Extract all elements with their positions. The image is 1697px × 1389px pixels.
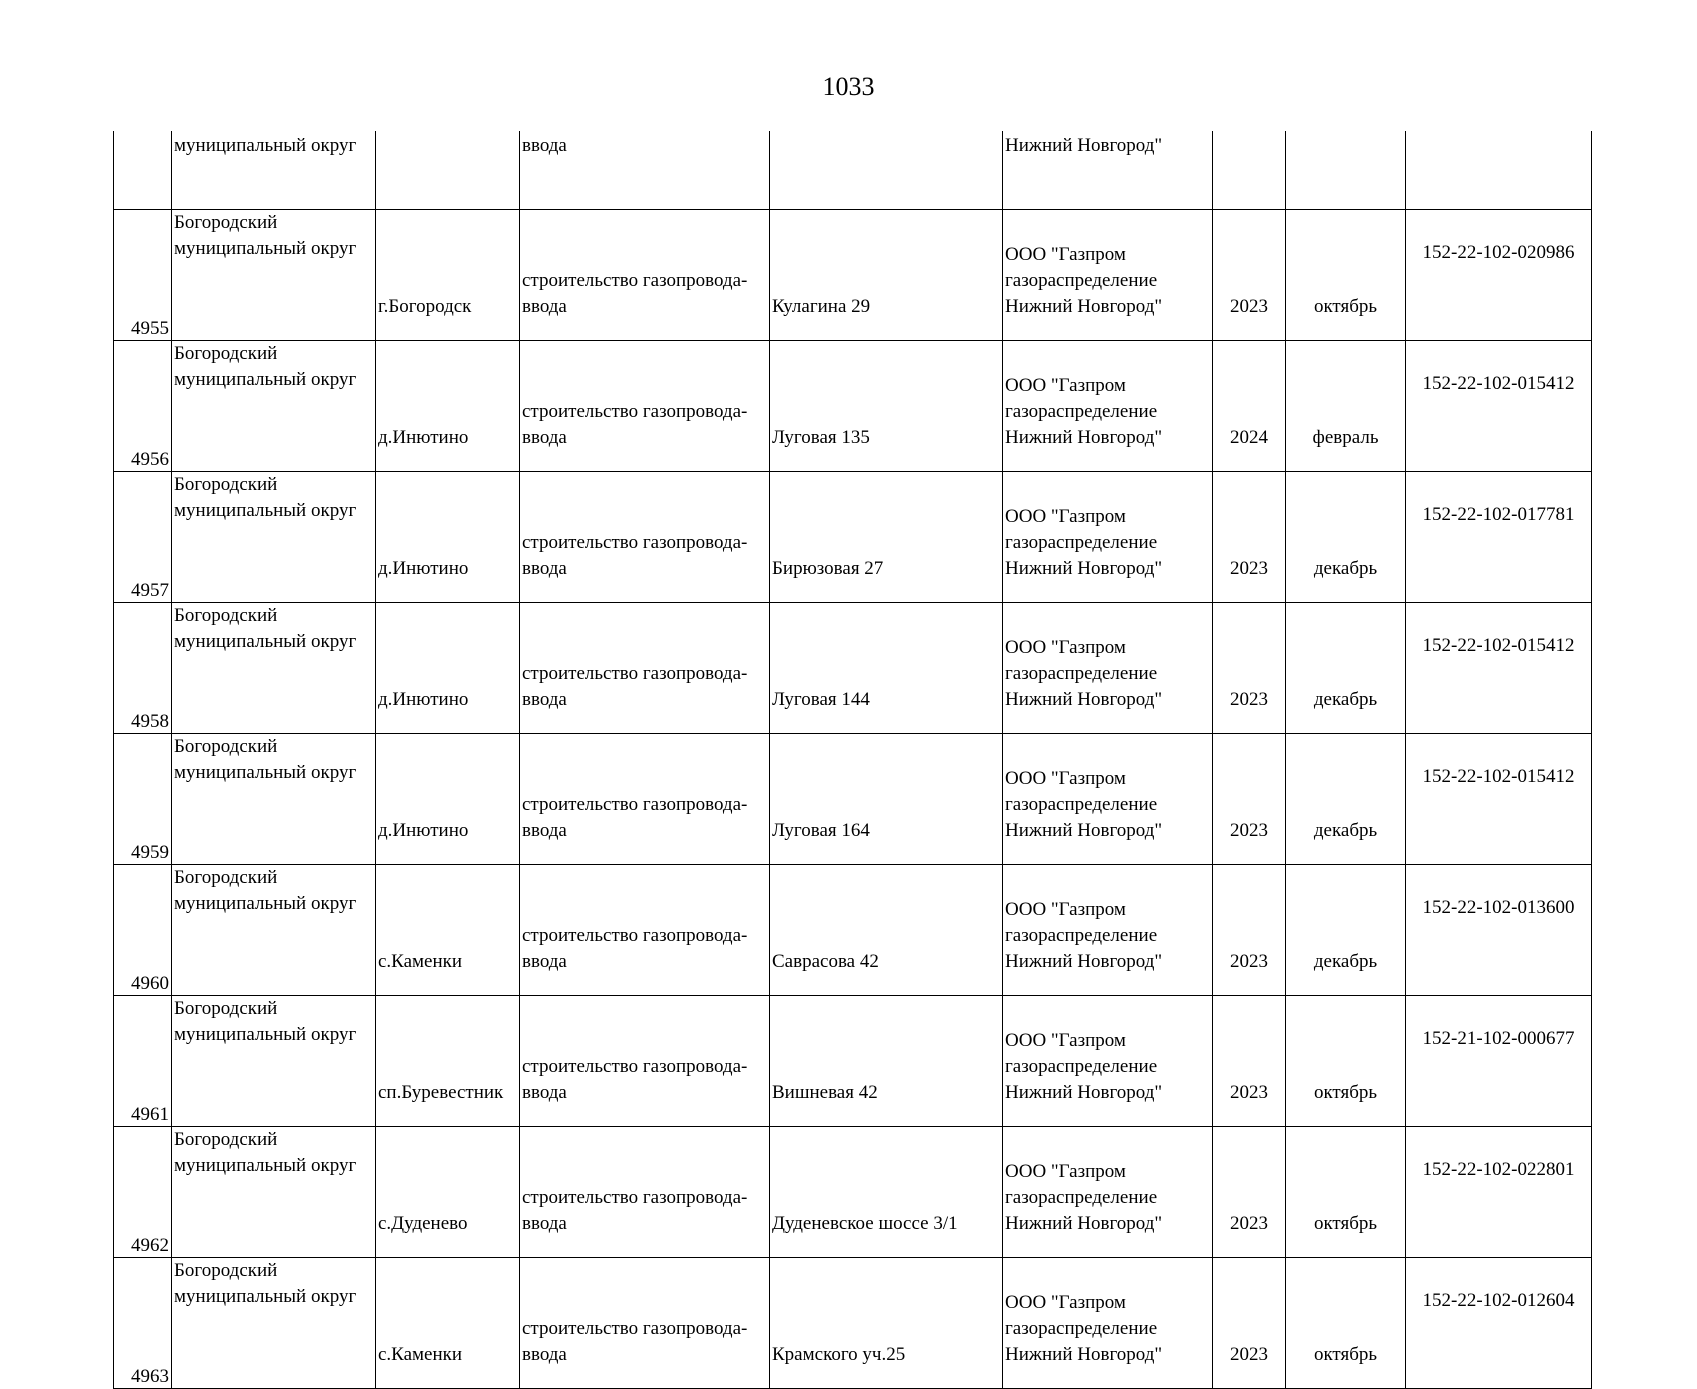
cell-address: Бирюзовая 27 xyxy=(770,472,1003,603)
cell-district-line: Богородский xyxy=(174,736,278,757)
cell-work xyxy=(520,996,770,1127)
cell-org-line: ООО "Газпром xyxy=(1005,1292,1126,1313)
cell-district-line: муниципальный округ xyxy=(174,1155,357,1176)
cell-code: 152-22-102-015412 xyxy=(1406,603,1592,734)
cell-month: декабрь xyxy=(1286,734,1406,865)
cell-district xyxy=(172,865,376,996)
cell-district xyxy=(172,603,376,734)
cell-work xyxy=(520,734,770,865)
cell-district-line: муниципальный округ xyxy=(174,369,357,390)
cell-number: 4957 xyxy=(114,472,172,603)
cell-work xyxy=(520,341,770,472)
cell-district-line: муниципальный округ xyxy=(174,631,357,652)
cell-year: 2023 xyxy=(1213,1127,1286,1258)
page-number: 1033 xyxy=(822,72,875,101)
cell-org xyxy=(1003,865,1213,996)
cell-work xyxy=(520,603,770,734)
cell-district xyxy=(172,734,376,865)
cell-year: 2023 xyxy=(1213,1258,1286,1389)
cell-month: декабрь xyxy=(1286,472,1406,603)
cell-year: 2023 xyxy=(1213,996,1286,1127)
cell-address: Луговая 135 xyxy=(770,341,1003,472)
cell-work xyxy=(520,1127,770,1258)
cell-year: 2023 xyxy=(1213,603,1286,734)
cell-district-line: Богородский xyxy=(174,474,278,495)
cell-month: октябрь xyxy=(1286,210,1406,341)
cell-work-line: ввода xyxy=(522,427,567,448)
cell-district-line: Богородский xyxy=(174,867,278,888)
cell-code: 152-22-102-015412 xyxy=(1406,734,1592,865)
cell-settlement: с.Дуденево xyxy=(376,1127,520,1258)
cell-year: 2024 xyxy=(1213,341,1286,472)
cell-settlement: с.Каменки xyxy=(376,865,520,996)
table-row xyxy=(114,603,1592,734)
cell-work xyxy=(520,210,770,341)
table-row xyxy=(114,996,1592,1127)
cell-org-line: Нижний Новгород" xyxy=(1005,689,1163,710)
cell-org xyxy=(1003,996,1213,1127)
cell-code: 152-21-102-000677 xyxy=(1406,996,1592,1127)
cell-org-line: Нижний Новгород" xyxy=(1005,1344,1163,1365)
cell-work-line: строительство газопровода- xyxy=(522,1187,748,1208)
cell-month xyxy=(1286,131,1406,210)
cell-district-line: муниципальный округ xyxy=(174,238,357,259)
table-row xyxy=(114,1127,1592,1258)
cell-settlement: д.Инютино xyxy=(376,734,520,865)
cell-district-line: Богородский xyxy=(174,998,278,1019)
cell-org-line: Нижний Новгород" xyxy=(1005,558,1163,579)
cell-number: 4956 xyxy=(114,341,172,472)
cell-settlement: сп.Буревестник xyxy=(376,996,520,1127)
cell-org xyxy=(1003,472,1213,603)
cell-district-line: муниципальный округ xyxy=(174,762,357,783)
cell-work-line: строительство газопровода- xyxy=(522,401,748,422)
cell-work-line: ввода xyxy=(522,689,567,710)
cell-org-line: Нижний Новгород" xyxy=(1005,1213,1163,1234)
cell-address: Вишневая 42 xyxy=(770,996,1003,1127)
cell-org-line: газораспределение xyxy=(1005,270,1158,291)
cell-month: декабрь xyxy=(1286,603,1406,734)
cell-district-line: Богородский xyxy=(174,1260,278,1281)
cell-district-line: муниципальный округ xyxy=(174,893,357,914)
cell-district: муниципальный округ xyxy=(172,131,376,210)
cell-org-line: ООО "Газпром xyxy=(1005,244,1126,265)
cell-district-line: муниципальный округ xyxy=(174,1024,357,1045)
cell-org-line: Нижний Новгород" xyxy=(1005,1082,1163,1103)
cell-number: 4963 xyxy=(114,1258,172,1389)
cell-work xyxy=(520,865,770,996)
cell-district xyxy=(172,472,376,603)
cell-district-line: Богородский xyxy=(174,343,278,364)
cell-district xyxy=(172,210,376,341)
cell-code: 152-22-102-013600 xyxy=(1406,865,1592,996)
cell-work: ввода xyxy=(520,131,770,210)
cell-code: 152-22-102-020986 xyxy=(1406,210,1592,341)
cell-code: 152-22-102-012604 xyxy=(1406,1258,1592,1389)
cell-org xyxy=(1003,341,1213,472)
cell-address: Крамского уч.25 xyxy=(770,1258,1003,1389)
cell-address: Саврасова 42 xyxy=(770,865,1003,996)
cell-settlement: д.Инютино xyxy=(376,341,520,472)
cell-work-line: ввода xyxy=(522,1213,567,1234)
table-row xyxy=(114,472,1592,603)
cell-year: 2023 xyxy=(1213,865,1286,996)
cell-work-line: ввода xyxy=(522,296,567,317)
cell-code: 152-22-102-017781 xyxy=(1406,472,1592,603)
cell-org xyxy=(1003,1258,1213,1389)
cell-work xyxy=(520,1258,770,1389)
cell-settlement: д.Инютино xyxy=(376,603,520,734)
cell-org-line: ООО "Газпром xyxy=(1005,768,1126,789)
cell-number: 4961 xyxy=(114,996,172,1127)
cell-org-line: Нижний Новгород" xyxy=(1005,296,1163,317)
cell-org-line: газораспределение xyxy=(1005,401,1158,422)
cell-district xyxy=(172,1127,376,1258)
cell-org: Нижний Новгород" xyxy=(1003,131,1213,210)
cell-year: 2023 xyxy=(1213,210,1286,341)
cell-work-line: ввода xyxy=(522,1082,567,1103)
cell-number: 4955 xyxy=(114,210,172,341)
cell-code xyxy=(1406,131,1592,210)
cell-work-line: строительство газопровода- xyxy=(522,925,748,946)
cell-org-line: Нижний Новгород" xyxy=(1005,427,1163,448)
cell-year xyxy=(1213,131,1286,210)
cell-address: Луговая 164 xyxy=(770,734,1003,865)
cell-settlement: с.Каменки xyxy=(376,1258,520,1389)
table-row xyxy=(114,865,1592,996)
cell-org xyxy=(1003,1127,1213,1258)
cell-number: 4962 xyxy=(114,1127,172,1258)
cell-org-line: газораспределение xyxy=(1005,794,1158,815)
cell-org-line: газораспределение xyxy=(1005,663,1158,684)
cell-district-line: муниципальный округ xyxy=(174,500,357,521)
cell-number xyxy=(114,131,172,210)
cell-org xyxy=(1003,734,1213,865)
cell-number: 4960 xyxy=(114,865,172,996)
cell-org xyxy=(1003,603,1213,734)
cell-code: 152-22-102-015412 xyxy=(1406,341,1592,472)
cell-org-line: ООО "Газпром xyxy=(1005,1161,1126,1182)
cell-work-line: ввода xyxy=(522,558,567,579)
cell-month: октябрь xyxy=(1286,996,1406,1127)
cell-year: 2023 xyxy=(1213,472,1286,603)
cell-work-line: строительство газопровода- xyxy=(522,1318,748,1339)
cell-district-line: Богородский xyxy=(174,1129,278,1150)
cell-settlement: д.Инютино xyxy=(376,472,520,603)
cell-work-line: ввода xyxy=(522,1344,567,1365)
cell-work-line: строительство газопровода- xyxy=(522,794,748,815)
cell-number: 4959 xyxy=(114,734,172,865)
cell-org-line: газораспределение xyxy=(1005,1318,1158,1339)
cell-org-line: ООО "Газпром xyxy=(1005,375,1126,396)
cell-district-line: Богородский xyxy=(174,605,278,626)
cell-work-line: строительство газопровода- xyxy=(522,663,748,684)
cell-year: 2023 xyxy=(1213,734,1286,865)
table-row xyxy=(114,210,1592,341)
cell-org xyxy=(1003,210,1213,341)
cell-org-line: Нижний Новгород" xyxy=(1005,951,1163,972)
cell-district-line: Богородский xyxy=(174,212,278,233)
cell-month: октябрь xyxy=(1286,1127,1406,1258)
cell-work-line: строительство газопровода- xyxy=(522,532,748,553)
cell-district xyxy=(172,996,376,1127)
cell-work xyxy=(520,472,770,603)
cell-month: декабрь xyxy=(1286,865,1406,996)
cell-org-line: Нижний Новгород" xyxy=(1005,820,1163,841)
cell-work-line: ввода xyxy=(522,820,567,841)
cell-month: октябрь xyxy=(1286,1258,1406,1389)
cell-org-line: газораспределение xyxy=(1005,1187,1158,1208)
cell-work-line: ввода xyxy=(522,951,567,972)
cell-org-line: газораспределение xyxy=(1005,1056,1158,1077)
cell-org-line: ООО "Газпром xyxy=(1005,1030,1126,1051)
cell-org-line: ООО "Газпром xyxy=(1005,899,1126,920)
cell-org-line: ООО "Газпром xyxy=(1005,506,1126,527)
table-row xyxy=(114,1258,1592,1389)
continuation-row xyxy=(114,131,1592,210)
cell-code: 152-22-102-022801 xyxy=(1406,1127,1592,1258)
registry-table xyxy=(113,131,1592,1389)
cell-district-line: муниципальный округ xyxy=(174,1286,357,1307)
cell-org-line: ООО "Газпром xyxy=(1005,637,1126,658)
cell-work-line: строительство газопровода- xyxy=(522,270,748,291)
cell-org-line: газораспределение xyxy=(1005,925,1158,946)
cell-district xyxy=(172,341,376,472)
cell-month: февраль xyxy=(1286,341,1406,472)
cell-address: Дуденевское шоссе 3/1 xyxy=(770,1127,1003,1258)
cell-address: Кулагина 29 xyxy=(770,210,1003,341)
cell-org-line: газораспределение xyxy=(1005,532,1158,553)
cell-settlement xyxy=(376,131,520,210)
cell-settlement: г.Богородск xyxy=(376,210,520,341)
cell-address xyxy=(770,131,1003,210)
cell-number: 4958 xyxy=(114,603,172,734)
cell-address: Луговая 144 xyxy=(770,603,1003,734)
cell-district xyxy=(172,1258,376,1389)
table-row xyxy=(114,734,1592,865)
cell-work-line: строительство газопровода- xyxy=(522,1056,748,1077)
table-row xyxy=(114,341,1592,472)
